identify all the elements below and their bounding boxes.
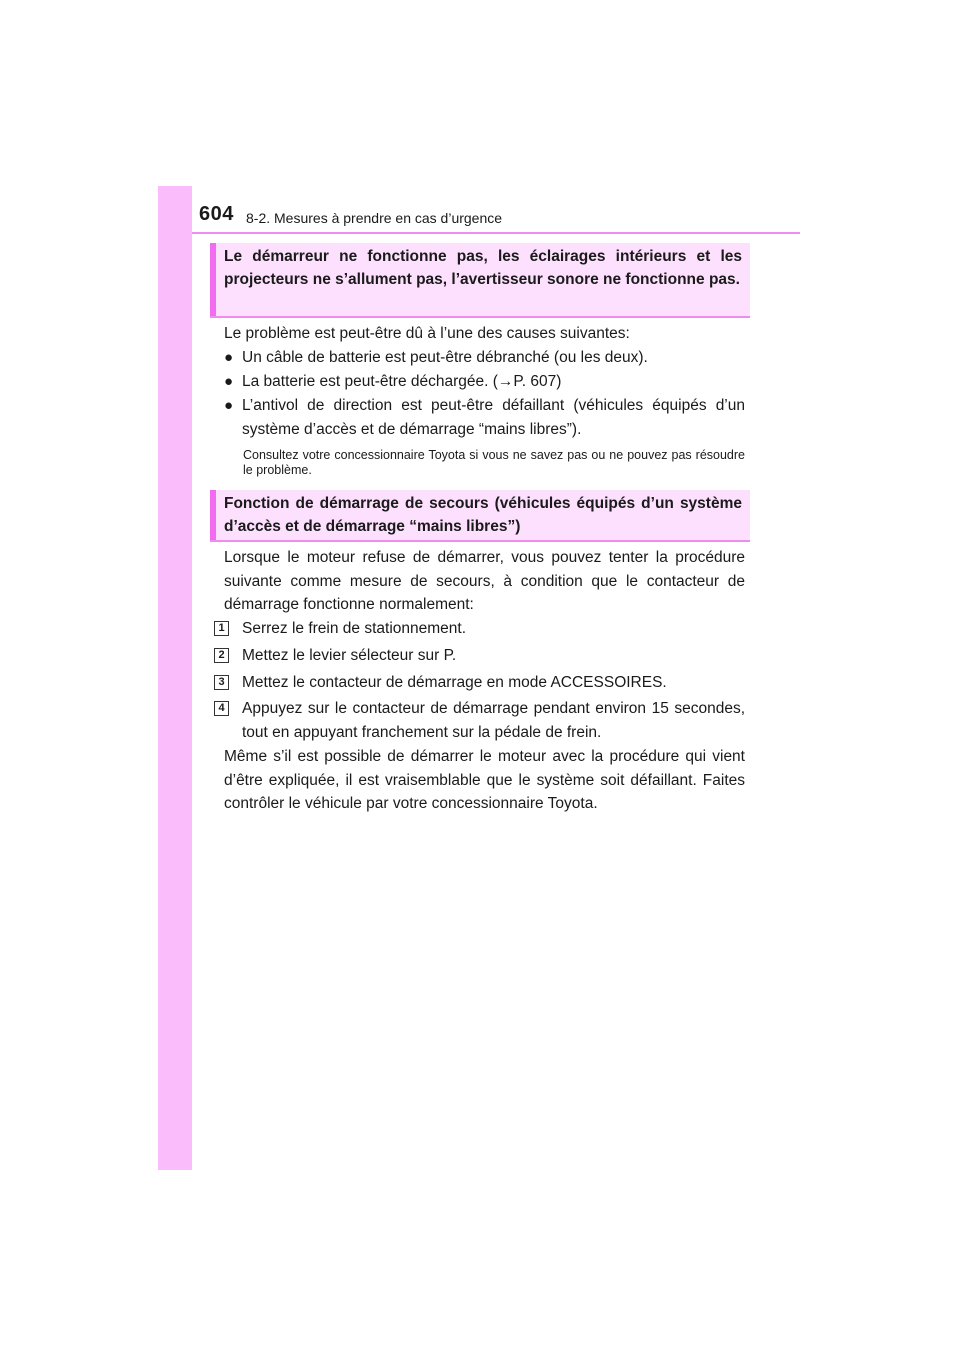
- section2-heading-box: [210, 490, 750, 542]
- bullet-text: L’antivol de direction est peut-être défaillant (véhicules équipés d’un système d’accès et de démarrage “mains libres”).: [242, 397, 745, 438]
- section1-note: Consultez votre concessionnaire Toyota si vous ne savez pas ou ne pouvez pas résoudre le problème.: [243, 448, 745, 477]
- step-text: Serrez le frein de stationnement.: [242, 620, 467, 637]
- section2-closing: Même s’il est possible de démarrer le moteur avec la procédure qui vient d’être expliquée, il est vraisemblable que le système soit défaillant. Faites contrôler le véhicule par votre concessionnaire Toyota.: [224, 748, 745, 812]
- step-number-box: 1: [214, 621, 229, 636]
- section1-intro: Le problème est peut-être dû à l’une des causes suivantes:: [224, 325, 630, 342]
- step-text: Appuyez sur le contacteur de démarrage pendant environ 15 secondes, tout en appuyant franchement sur la pédale de frein.: [242, 700, 745, 741]
- step-item: [214, 617, 745, 641]
- list-item: [224, 394, 745, 441]
- step-number-box: 2: [214, 648, 229, 663]
- list-item: [224, 370, 745, 394]
- list-item: [224, 346, 745, 370]
- chapter-side-strip: [158, 186, 192, 1170]
- step-text: Mettez le levier sélecteur sur P.: [242, 647, 457, 664]
- heading-accent-bar: [210, 490, 216, 540]
- section1-heading-box: [210, 243, 750, 318]
- bullet-icon: ●: [224, 373, 234, 390]
- page-number: 604: [199, 203, 234, 225]
- section2-intro: Lorsque le moteur refuse de démarrer, vous pouvez tenter la procédure suivante comme mesure de secours, à condition que le contacteur de démarrage fonctionne normalement:: [224, 549, 745, 613]
- section-title: 8-2. Mesures à prendre en cas d’urgence: [246, 210, 503, 226]
- bullet-text: La batterie est peut-être déchargée. (→P. 607): [242, 373, 562, 390]
- bullet-icon: ●: [224, 349, 234, 366]
- step-number-box: 4: [214, 701, 229, 716]
- section2-heading: Fonction de démarrage de secours (véhicules équipés d’un système d’accès et de démarrage “mains libres”): [224, 495, 742, 535]
- step-item: [214, 671, 745, 695]
- heading-accent-bar: [210, 243, 216, 316]
- step-number-box: 3: [214, 675, 229, 690]
- step-item: [214, 644, 745, 668]
- bullet-icon: ●: [224, 397, 234, 414]
- header-divider: [192, 232, 800, 234]
- step-item: [214, 697, 745, 744]
- section1-heading: Le démarreur ne fonctionne pas, les éclairages intérieurs et les projecteurs ne s’allument pas, l’avertisseur sonore ne fonctionne pas.: [224, 248, 742, 288]
- bullet-text: Un câble de batterie est peut-être débranché (ou les deux).: [242, 349, 648, 366]
- step-text: Mettez le contacteur de démarrage en mode ACCESSOIRES.: [242, 674, 667, 691]
